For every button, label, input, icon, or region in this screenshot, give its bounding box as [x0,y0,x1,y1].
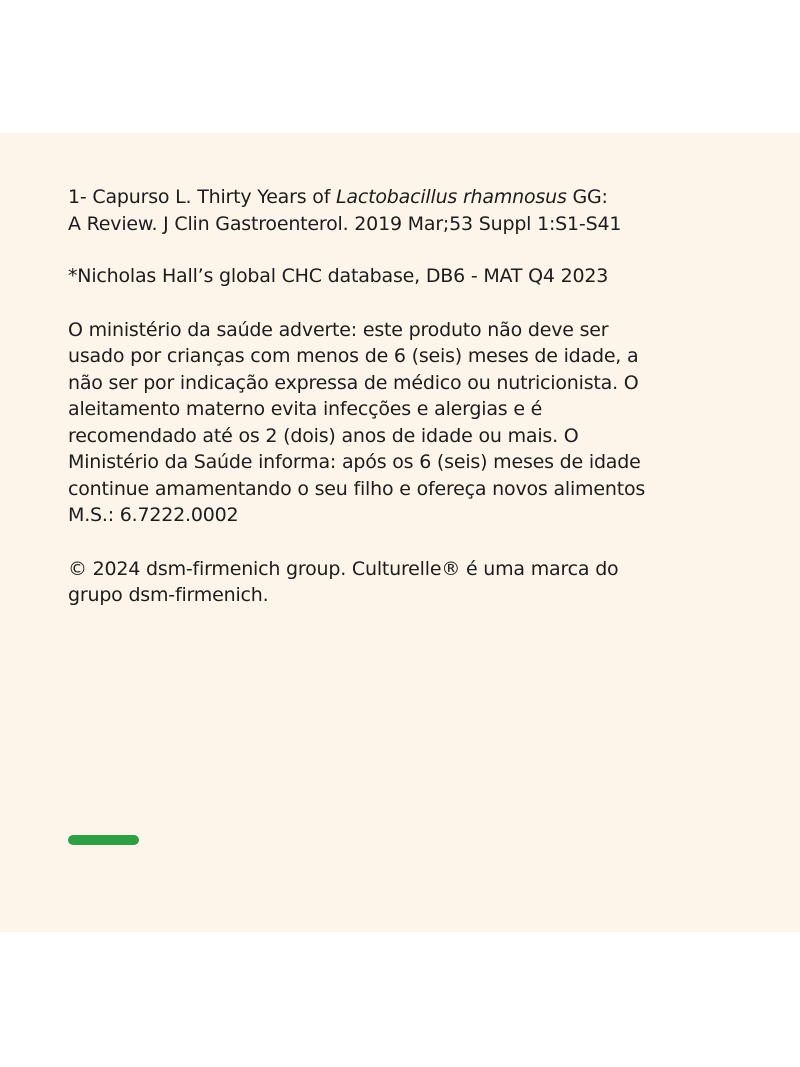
accent-bar [68,835,139,845]
warning-line: aleitamento materno evita infecções e alergias e é [68,398,543,420]
reference-line-1 [68,184,768,211]
reference-line-2: A Review. J Clin Gastroenterol. 2019 Mar;53 Suppl 1:S1-S41 [68,212,622,235]
warning-line: O ministério da saúde adverte: este produto não deve ser [68,318,609,341]
copyright-notice [68,556,768,609]
warning-line: continue amamentando o seu filho e ofereça novos alimentos [68,477,646,500]
registration-number: M.S.: 6.7222.0002 [68,504,239,526]
reference-suffix: GG: [566,186,608,208]
copyright-line: grupo dsm-firmenich. [68,584,269,606]
reference-species: Lactobacillus rhamnosus [336,186,567,208]
reference-prefix: 1- Capurso L. Thirty Years of [68,186,337,208]
disclaimer-text-block [68,184,768,609]
database-note [68,263,768,290]
copyright-line: © 2024 dsm-firmenich group. Culturelle® é uma marca do [68,557,619,580]
warning-line: recomendado até os 2 (dois) anos de idade ou mais. O [68,424,579,447]
database-note-text: *Nicholas Hall’s global CHC database, DB6 - MAT Q4 2023 [68,265,609,287]
warning-line: Ministério da Saúde informa: após os 6 (seis) meses de idade [68,451,641,473]
warning-line: usado por crianças com menos de 6 (seis) meses de idade, a [68,345,639,367]
health-ministry-warning [68,317,768,529]
reference-citation [68,184,768,237]
warning-line: não ser por indicação expressa de médico ou nutricionista. O [68,371,639,394]
